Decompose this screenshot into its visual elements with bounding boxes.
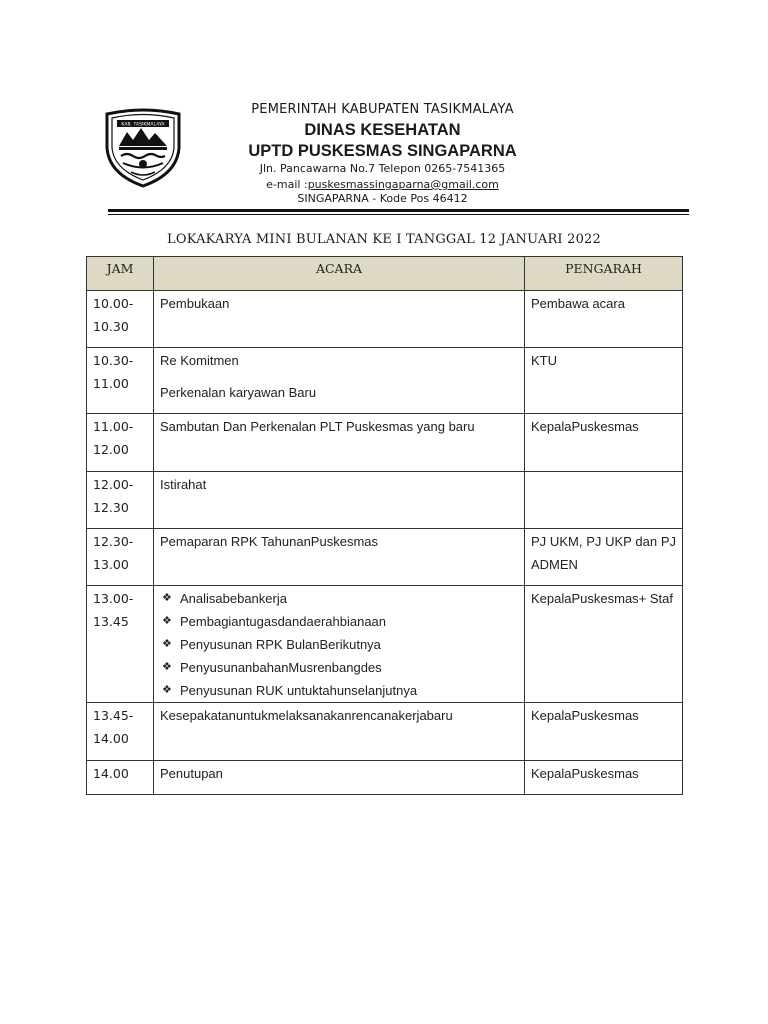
list-item: ❖ Pembagiantugasdandaerahbianaan: [162, 610, 518, 633]
list-item: ❖ Penyusunan RUK untuktahunselanjutnya: [162, 679, 518, 702]
time-cell: 12.30- 13.00: [87, 529, 154, 586]
agenda-line: Perkenalan karyawan Baru: [160, 385, 317, 400]
header-acara: ACARA: [154, 257, 525, 291]
agenda-cell: Istirahat: [154, 472, 525, 529]
list-item: ❖ PenyusunanbahanMusrenbangdes: [162, 656, 518, 679]
schedule-table: [86, 256, 683, 795]
email-label: e-mail :: [266, 178, 308, 191]
time-cell: 13.45- 14.00: [87, 703, 154, 761]
agenda-bullet-list: [160, 587, 518, 702]
director-cell: Pembawa acara: [525, 291, 683, 348]
table-row: [87, 291, 683, 348]
diamond-bullet-icon: ❖: [162, 684, 172, 696]
director-cell: KTU: [525, 348, 683, 414]
letterhead-email-line: [225, 178, 540, 191]
agenda-cell: Sambutan Dan Perkenalan PLT Puskesmas yang baru: [154, 414, 525, 472]
director-cell: [525, 472, 683, 529]
document-title: LOKAKARYA MINI BULANAN KE I TANGGAL 12 JANUARI 2022: [167, 232, 601, 247]
director-cell: KepalaPuskesmas: [525, 761, 683, 795]
table-header-row: [87, 257, 683, 291]
time-cell: 12.00- 12.30: [87, 472, 154, 529]
time-cell: 13.00- 13.45: [87, 586, 154, 703]
agenda-line: Re Komitmen: [160, 353, 239, 368]
agenda-cell: [154, 348, 525, 414]
director-cell: KepalaPuskesmas: [525, 703, 683, 761]
table-row: [87, 529, 683, 586]
letterhead-rule-thick: [108, 209, 689, 212]
letterhead-department: DINAS KESEHATAN: [304, 121, 461, 139]
letterhead-city: SINGAPARNA - Kode Pos 46412: [297, 192, 468, 205]
diamond-bullet-icon: ❖: [162, 615, 172, 627]
list-item: ❖ Penyusunan RPK BulanBerikutnya: [162, 633, 518, 656]
list-item: ❖ Analisabebankerja: [162, 587, 518, 610]
kabupaten-tasikmalaya-emblem-icon: [103, 106, 183, 188]
svg-text:KAB. TASIKMALAYA: KAB. TASIKMALAYA: [121, 122, 165, 128]
agenda-cell: Pembukaan: [154, 291, 525, 348]
letterhead-government: PEMERINTAH KABUPATEN TASIKMALAYA: [251, 102, 514, 117]
diamond-bullet-icon: ❖: [162, 661, 172, 673]
table-row: [87, 586, 683, 703]
time-cell: 10.30- 11.00: [87, 348, 154, 414]
time-cell: 11.00- 12.00: [87, 414, 154, 472]
agenda-cell: Penutupan: [154, 761, 525, 795]
letterhead-rule-thin: [108, 214, 689, 215]
email-link[interactable]: puskesmassingaparna@gmail.com: [307, 178, 499, 191]
diamond-bullet-icon: ❖: [162, 592, 172, 604]
table-row: [87, 472, 683, 529]
table-row: [87, 761, 683, 795]
table-row: [87, 703, 683, 761]
table-row: [87, 348, 683, 414]
table-row: [87, 414, 683, 472]
agenda-cell: [154, 586, 525, 703]
agenda-cell: Pemaparan RPK TahunanPuskesmas: [154, 529, 525, 586]
header-pengarah: PENGARAH: [525, 257, 683, 291]
agenda-cell: Kesepakatanuntukmelaksanakanrencanakerjabaru: [154, 703, 525, 761]
letterhead-address: Jln. Pancawarna No.7 Telepon 0265-7541365: [259, 162, 506, 175]
time-cell: 14.00: [87, 761, 154, 795]
diamond-bullet-icon: ❖: [162, 638, 172, 650]
director-cell: KepalaPuskesmas: [525, 414, 683, 472]
director-cell: PJ UKM, PJ UKP dan PJ ADMEN: [525, 529, 683, 586]
director-cell: KepalaPuskesmas+ Staf: [525, 586, 683, 703]
letterhead-unit: UPTD PUSKESMAS SINGAPARNA: [248, 142, 517, 160]
header-jam: JAM: [87, 257, 154, 291]
time-cell: 10.00- 10.30: [87, 291, 154, 348]
